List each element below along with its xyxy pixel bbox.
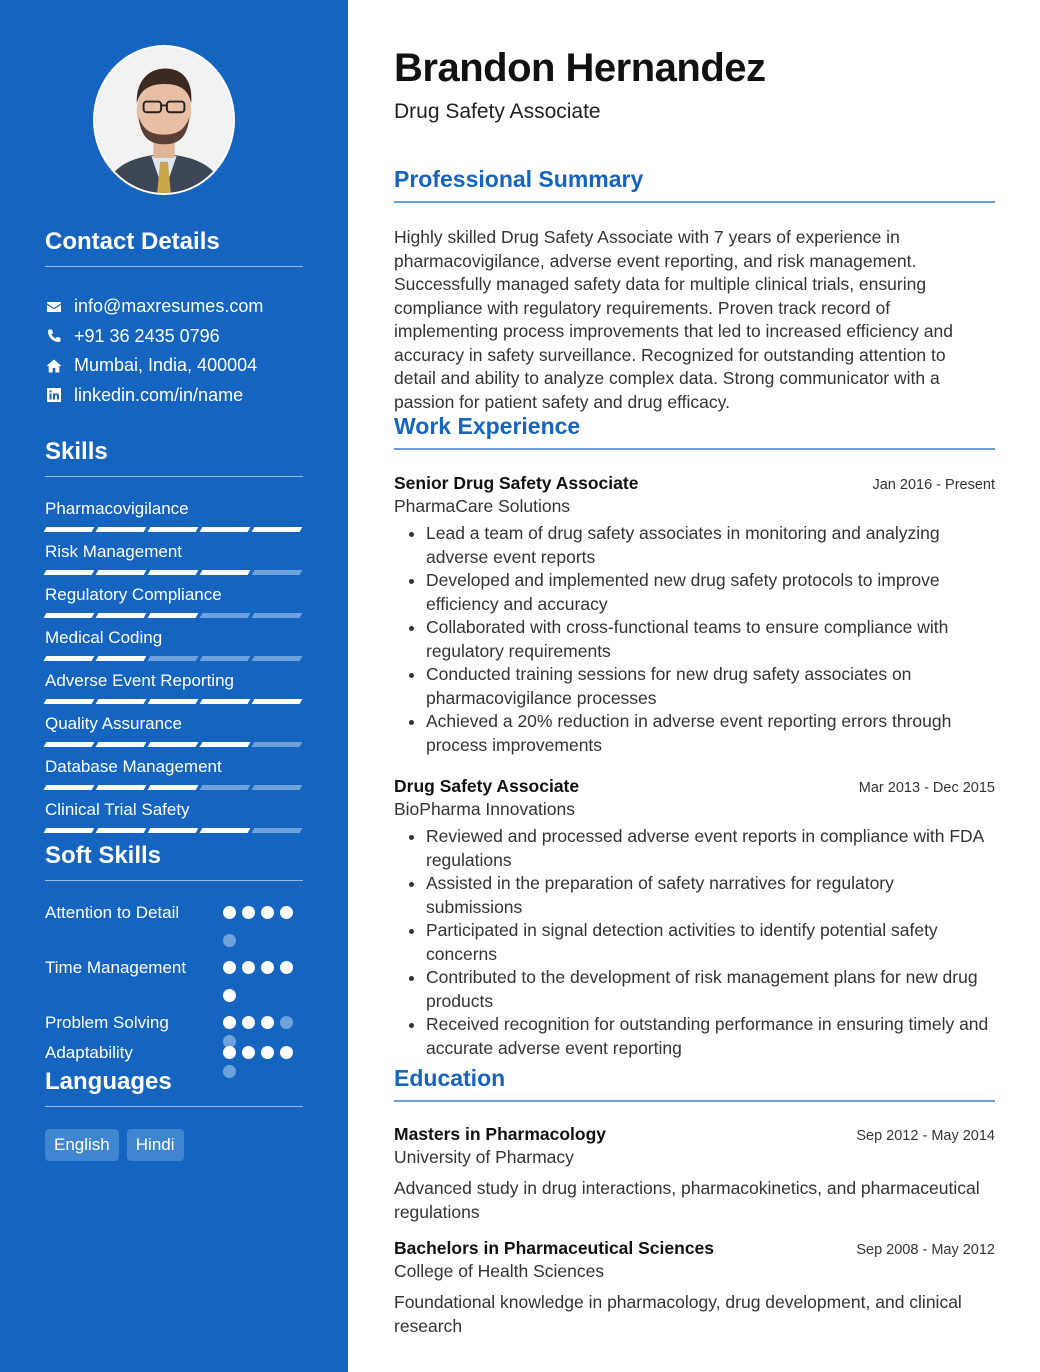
job-bullet: • Developed and implemented new drug safety protocols to improve efficiency and accuracy (426, 569, 995, 616)
skill-level-segment (96, 742, 147, 747)
rating-dot (242, 1016, 255, 1029)
rating-dot (280, 906, 293, 919)
skill-level-segment (96, 527, 147, 532)
skill-level-segment (252, 699, 303, 704)
rating-dot (223, 1016, 236, 1029)
skills-heading: Skills (45, 438, 303, 477)
job-bullet: • Collaborated with cross-functional teams to ensure compliance with regulatory requirements (426, 616, 995, 663)
rating-dot (242, 1046, 255, 1059)
skill-level-segment (252, 570, 303, 575)
skill-name: Risk Management (45, 542, 183, 561)
education-date: Sep 2008 - May 2012 (856, 1242, 995, 1258)
skill-level-segment (96, 656, 147, 661)
soft-skills-heading: Soft Skills (45, 842, 303, 881)
skill-item (45, 798, 303, 841)
skill-name: Adverse Event Reporting (45, 671, 234, 690)
job-bullet: • Achieved a 20% reduction in adverse event reporting errors through process improvements (426, 710, 995, 757)
soft-skill-name: Adaptability (45, 1043, 133, 1062)
skill-level-segment (200, 656, 251, 661)
skill-level-segment (252, 785, 303, 790)
contact-phone[interactable] (45, 322, 303, 352)
skill-level-bars (45, 613, 303, 618)
institution: University of Pharmacy (394, 1147, 574, 1167)
skill-item (45, 583, 303, 626)
contact-list (45, 292, 303, 410)
skill-level-segment (148, 656, 199, 661)
skill-level-segment (44, 527, 95, 532)
education-entry (394, 1238, 995, 1338)
skill-item (45, 626, 303, 669)
skill-level-segment (148, 742, 199, 747)
skill-level-segment (200, 527, 251, 532)
skill-level-segment (96, 699, 147, 704)
job-bullet: • Lead a team of drug safety associates in monitoring and analyzing adverse event reports (426, 522, 995, 569)
job-title: Senior Drug Safety Associate (394, 473, 639, 493)
skill-level-segment (44, 656, 95, 661)
profile-photo (93, 45, 235, 195)
email-icon (45, 298, 63, 316)
skill-level-bars (45, 527, 303, 532)
skill-level-segment (96, 613, 147, 618)
rating-dot (223, 1046, 236, 1059)
soft-skills-list (45, 901, 303, 1071)
languages-heading: Languages (45, 1068, 303, 1107)
soft-skill-name: Time Management (45, 958, 187, 977)
job-bullet: • Conducted training sessions for new drug safety associates on pharmacovigilance processes (426, 663, 995, 710)
summary-heading: Professional Summary (394, 166, 995, 203)
job-company: BioPharma Innovations (394, 799, 575, 819)
education-date: Sep 2012 - May 2014 (856, 1128, 995, 1144)
skill-level-segment (200, 570, 251, 575)
soft-skill-name: Attention to Detail (45, 903, 180, 922)
skill-name: Medical Coding (45, 628, 163, 647)
education-heading: Education (394, 1065, 995, 1102)
job-entry (394, 776, 995, 1060)
sidebar (0, 0, 348, 1372)
skill-level-bars (45, 699, 303, 704)
degree-title: Bachelors in Pharmaceutical Sciences (394, 1238, 715, 1258)
education-description: Foundational knowledge in pharmacology, drug development, and clinical research (394, 1292, 962, 1336)
skill-level-segment (252, 828, 303, 833)
home-icon (45, 357, 63, 375)
skill-level-bars (45, 828, 303, 833)
job-bullet: • Participated in signal detection activities to identify potential safety concerns (426, 919, 995, 966)
soft-skill-rating (223, 1041, 303, 1071)
contact-heading: Contact Details (45, 228, 303, 267)
skill-level-segment (200, 785, 251, 790)
soft-skill-name: Problem Solving (45, 1013, 169, 1032)
job-bullet: • Contributed to the development of risk management plans for new drug products (426, 966, 995, 1013)
skill-level-segment (44, 570, 95, 575)
languages-list (45, 1129, 184, 1161)
job-date: Mar 2013 - Dec 2015 (858, 780, 995, 796)
skill-level-bars (45, 656, 303, 661)
skill-level-segment (148, 699, 199, 704)
skill-item (45, 497, 303, 540)
contact-email-text: info@maxresumes.com (74, 296, 264, 317)
skill-item (45, 669, 303, 712)
rating-dot (261, 961, 274, 974)
skill-level-segment (44, 699, 95, 704)
rating-dot (280, 1046, 293, 1059)
soft-skill-item (45, 1011, 303, 1041)
skill-level-segment (252, 656, 303, 661)
candidate-name: Brandon Hernandez (394, 46, 766, 90)
rating-dot (242, 961, 255, 974)
skill-level-segment (96, 785, 147, 790)
person-portrait-icon (95, 47, 233, 193)
soft-skill-item (45, 1041, 303, 1071)
skill-level-segment (252, 742, 303, 747)
skills-list (45, 497, 303, 841)
skill-level-segment (96, 828, 147, 833)
rating-dot (280, 1016, 293, 1029)
linkedin-icon (45, 386, 63, 404)
skill-level-segment (148, 527, 199, 532)
skill-level-segment (44, 828, 95, 833)
skill-name: Database Management (45, 757, 222, 776)
degree-title: Masters in Pharmacology (394, 1124, 607, 1144)
education-entry (394, 1124, 995, 1224)
soft-skill-rating (223, 1011, 303, 1041)
skill-level-segment (200, 742, 251, 747)
candidate-role: Drug Safety Associate (394, 100, 601, 123)
contact-linkedin-text: linkedin.com/in/name (74, 384, 244, 405)
job-entry (394, 473, 995, 757)
rating-dot (223, 934, 236, 947)
rating-dot (261, 1046, 274, 1059)
skill-item (45, 755, 303, 798)
job-bullet: • Reviewed and processed adverse event reports in compliance with FDA regulations (426, 825, 995, 872)
skill-level-bars (45, 742, 303, 747)
skill-level-segment (200, 699, 251, 704)
skill-level-segment (148, 785, 199, 790)
contact-address-text: Mumbai, India, 400004 (74, 355, 258, 376)
soft-skill-rating (223, 956, 303, 1011)
contact-email[interactable] (45, 292, 303, 322)
skill-name: Quality Assurance (45, 714, 183, 733)
rating-dot (223, 906, 236, 919)
job-date: Jan 2016 - Present (872, 477, 995, 493)
skill-level-segment (148, 613, 199, 618)
rating-dot (242, 906, 255, 919)
contact-phone-text: +91 36 2435 0796 (74, 325, 220, 346)
soft-skill-item (45, 956, 303, 1011)
institution: College of Health Sciences (394, 1261, 605, 1281)
job-bullets (394, 825, 995, 1060)
skill-level-segment (252, 527, 303, 532)
skill-level-bars (45, 570, 303, 575)
skill-item (45, 540, 303, 583)
skill-name: Regulatory Compliance (45, 585, 222, 604)
phone-icon (45, 327, 63, 345)
skill-level-segment (200, 613, 251, 618)
skill-name: Pharmacovigilance (45, 499, 189, 518)
job-title: Drug Safety Associate (394, 776, 580, 796)
soft-skill-item (45, 901, 303, 956)
job-bullet: • Received recognition for outstanding performance in ensuring timely and accurate adverse event reporting (426, 1013, 995, 1060)
language-tag: English (45, 1129, 119, 1161)
rating-dot (261, 1016, 274, 1029)
skill-level-segment (148, 570, 199, 575)
summary-text: Highly skilled Drug Safety Associate with 7 years of experience in pharmacovigilance, adverse event reporting, and risk management. Successfully managed safety data for multiple clinical trials, ensuring compliance with regulatory requirements. Proven track record of implementing process improvements that led to increased efficiency and accuracy in safety surveillance. Recognized for outstanding attention to detail and ability to analyze complex data. Strong communicator with a passion for patient safety and drug efficacy. (394, 227, 953, 412)
contact-linkedin[interactable] (45, 381, 303, 411)
skill-level-segment (96, 570, 147, 575)
rating-dot (280, 961, 293, 974)
skill-level-segment (44, 785, 95, 790)
rating-dot (223, 989, 236, 1002)
skill-name: Clinical Trial Safety (45, 800, 190, 819)
skill-level-segment (44, 742, 95, 747)
job-bullets (394, 522, 995, 757)
skill-level-segment (200, 828, 251, 833)
rating-dot (223, 961, 236, 974)
contact-address (45, 351, 303, 381)
skill-level-segment (148, 828, 199, 833)
skill-level-segment (44, 613, 95, 618)
experience-heading: Work Experience (394, 413, 995, 450)
skill-level-segment (252, 613, 303, 618)
skill-item (45, 712, 303, 755)
education-description: Advanced study in drug interactions, pharmacokinetics, and pharmaceutical regulations (394, 1178, 980, 1222)
rating-dot (261, 906, 274, 919)
job-bullet: • Assisted in the preparation of safety narratives for regulatory submissions (426, 872, 995, 919)
skill-level-bars (45, 785, 303, 790)
job-company: PharmaCare Solutions (394, 496, 571, 516)
language-tag: Hindi (127, 1129, 184, 1161)
soft-skill-rating (223, 901, 303, 956)
